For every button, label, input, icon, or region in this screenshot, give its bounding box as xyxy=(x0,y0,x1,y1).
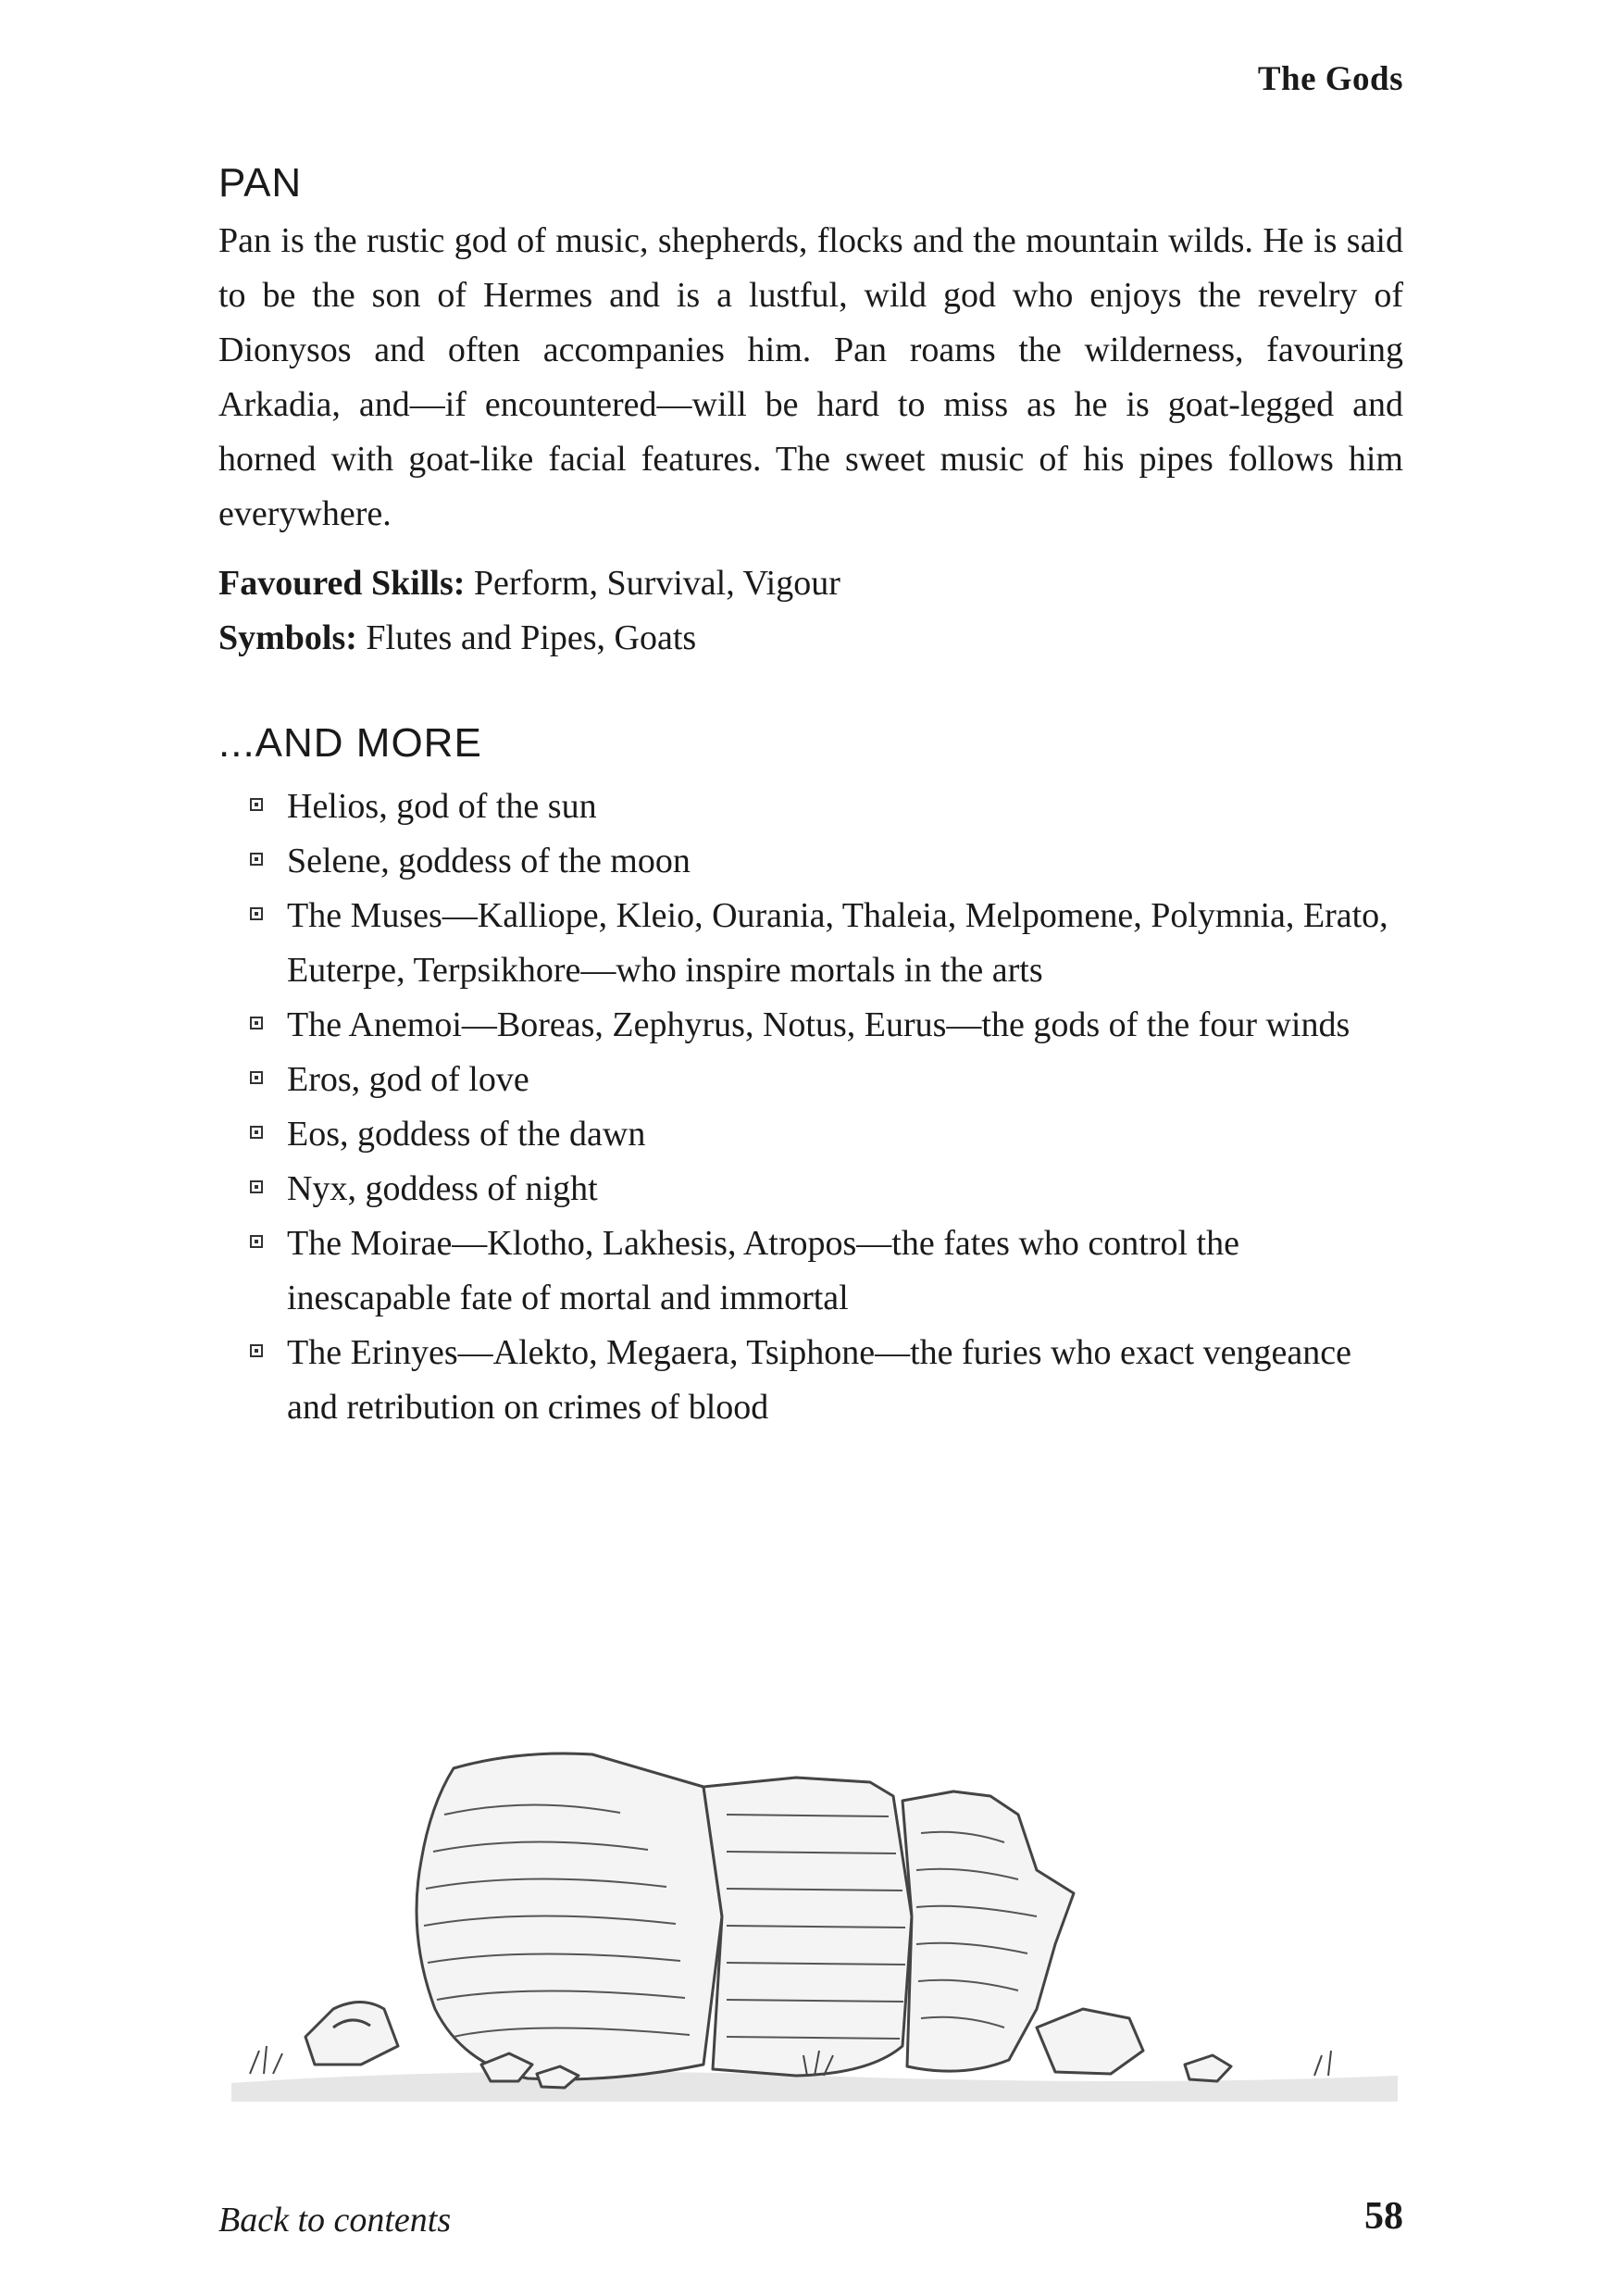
list-item xyxy=(287,1053,1403,1107)
list-item-text: Eos, goddess of the dawn xyxy=(287,1114,646,1154)
square-bullet-icon xyxy=(250,1126,263,1139)
page-number: 58 xyxy=(1364,2195,1403,2238)
list-item-text: The Muses—Kalliope, Kleio, Ourania, Thaleia, Melpomene, Polymnia, Erato, Euterpe, Terpsikhore—who inspire mortals in the arts xyxy=(287,895,1388,990)
list-item xyxy=(287,834,1403,889)
square-bullet-icon xyxy=(250,1180,263,1193)
list-item-text: The Moirae—Klotho, Lakhesis, Atropos—the fates who control the inescapable fate of mortal and immortal xyxy=(287,1223,1239,1317)
more-heading: ...AND MORE xyxy=(218,719,482,766)
list-item-text: The Erinyes—Alekto, Megaera, Tsiphone—the furies who exact vengeance and retribution on crimes of blood xyxy=(287,1332,1351,1427)
favoured-skills-label: Favoured Skills: xyxy=(218,563,466,603)
list-item xyxy=(287,1217,1403,1326)
page-content xyxy=(218,159,1403,1435)
pan-stats xyxy=(218,556,1403,666)
square-bullet-icon xyxy=(250,907,263,920)
running-head: The Gods xyxy=(1257,60,1403,98)
favoured-skills xyxy=(218,556,1403,611)
list-item xyxy=(287,998,1403,1053)
pan-description: Pan is the rustic god of music, shepherds, flocks and the mountain wilds. He is said to be the son of Hermes and is a lustful, wild god who enjoys the revelry of Dionysos and often accompanies him. Pan roams the wilderness, favouring Arkadia, and—if encountered—will be hard to miss as he is goat-legged and horned with goat-like facial features. The sweet music of his pipes follows him everywhere. xyxy=(218,220,1403,533)
list-item xyxy=(287,1162,1403,1217)
square-bullet-icon xyxy=(250,1071,263,1084)
favoured-skills-value: Perform, Survival, Vigour xyxy=(465,563,840,603)
list-item-text: Helios, god of the sun xyxy=(287,786,597,826)
list-item-text: The Anemoi—Boreas, Zephyrus, Notus, Eurus—the gods of the four winds xyxy=(287,1004,1350,1044)
list-item xyxy=(287,780,1403,834)
square-bullet-icon xyxy=(250,853,263,866)
list-item xyxy=(287,1326,1403,1435)
list-item-text: Nyx, goddess of night xyxy=(287,1168,598,1208)
square-bullet-icon xyxy=(250,1344,263,1357)
symbols-label: Symbols: xyxy=(218,618,357,657)
broken-column-illustration xyxy=(222,1731,1407,2120)
list-item-text: Selene, goddess of the moon xyxy=(287,841,691,880)
back-to-contents-link[interactable]: Back to contents xyxy=(218,2201,452,2240)
list-item xyxy=(287,1107,1403,1162)
list-item xyxy=(287,889,1403,998)
square-bullet-icon xyxy=(250,1017,263,1029)
list-item-text: Eros, god of love xyxy=(287,1059,529,1099)
symbols xyxy=(218,611,1403,666)
pan-heading: PAN xyxy=(218,160,303,206)
more-gods-list xyxy=(218,780,1403,1435)
square-bullet-icon xyxy=(250,798,263,811)
symbols-value: Flutes and Pipes, Goats xyxy=(356,618,697,657)
square-bullet-icon xyxy=(250,1235,263,1248)
